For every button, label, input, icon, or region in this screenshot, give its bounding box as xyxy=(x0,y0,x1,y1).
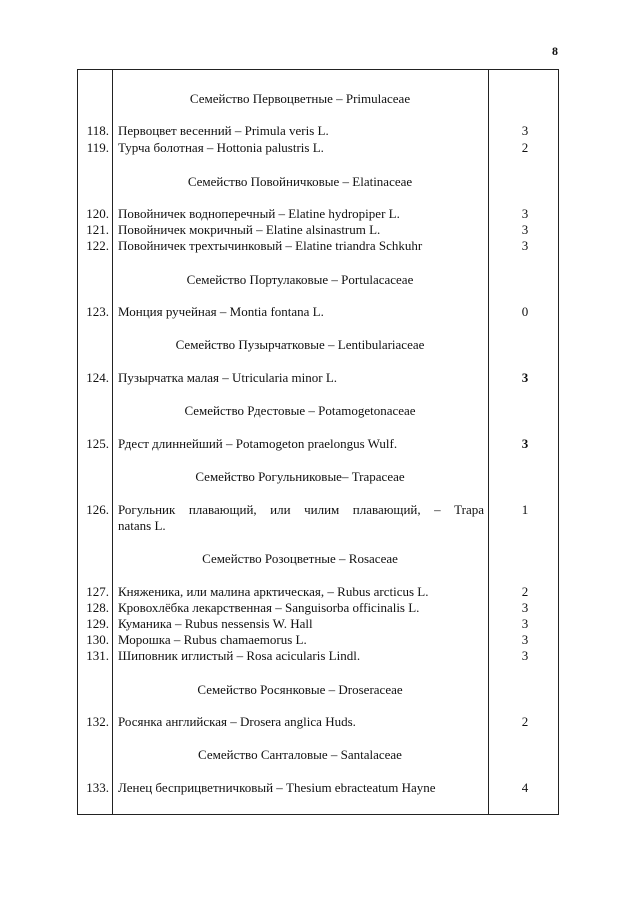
species-name: Морошка – Rubus chamaemorus L. xyxy=(118,632,307,647)
species-number: 127. xyxy=(86,584,109,599)
status-value: 4 xyxy=(521,780,529,795)
family-heading: Семейство Портулаковые – Portulacaceae xyxy=(186,272,414,287)
species-name: Монция ручейная – Montia fontana L. xyxy=(118,304,324,319)
family-heading: Семейство Первоцветные – Primulaceae xyxy=(189,91,411,106)
species-name: Ленец бесприцветничковый – Thesium ebracteatum Hayne xyxy=(118,780,436,795)
species-number: 118. xyxy=(86,123,109,138)
species-number: 128. xyxy=(86,600,109,615)
table-row xyxy=(78,370,558,386)
status-value: 3 xyxy=(521,123,529,138)
status-value: 2 xyxy=(521,714,529,729)
species-number: 121. xyxy=(86,222,109,237)
status-value: 3 xyxy=(521,206,529,221)
table-row xyxy=(78,206,558,222)
table-row xyxy=(78,616,558,632)
species-name: Повойничек водноперечный – Elatine hydropiper L. xyxy=(118,206,400,221)
species-number: 129. xyxy=(86,616,109,631)
family-heading: Семейство Розоцветные – Rosaceae xyxy=(202,551,398,566)
table-row xyxy=(78,502,558,518)
species-number: 126. xyxy=(86,502,109,517)
status-value: 3 xyxy=(521,600,529,615)
species-number: 120. xyxy=(86,206,109,221)
species-number: 124. xyxy=(86,370,109,385)
species-name: Рдест длиннейший – Potamogeton praelongus Wulf. xyxy=(118,436,398,451)
species-number: 122. xyxy=(86,238,109,253)
table-row xyxy=(78,123,558,139)
family-heading: Семейство Пузырчатковые – Lentibulariaceae xyxy=(175,337,425,352)
table-row xyxy=(78,600,558,616)
family-heading: Семейство Повойничковые – Elatinaceae xyxy=(187,174,413,189)
status-value: 3 xyxy=(521,436,529,451)
table-row xyxy=(78,140,558,156)
status-value: 0 xyxy=(521,304,529,319)
status-value: 2 xyxy=(521,140,529,155)
species-name: Повойничек мокричный – Elatine alsinastrum L. xyxy=(118,222,381,237)
species-name: Пузырчатка малая – Utricularia minor L. xyxy=(118,370,338,385)
table-row xyxy=(78,238,558,254)
status-value: 3 xyxy=(521,222,529,237)
table-row xyxy=(78,436,558,452)
status-value: 3 xyxy=(521,616,529,631)
species-name: Росянка английская – Drosera anglica Huds. xyxy=(118,714,356,729)
status-value: 3 xyxy=(521,238,529,253)
status-value: 2 xyxy=(521,584,529,599)
status-value: 3 xyxy=(521,632,529,647)
species-number: 119. xyxy=(86,140,109,155)
species-number: 123. xyxy=(86,304,109,319)
species-number: 125. xyxy=(86,436,109,451)
species-name: Шиповник иглистый – Rosa acicularis Lindl. xyxy=(118,648,361,663)
species-name: Княженика, или малина арктическая, – Rubus arcticus L. xyxy=(118,584,429,599)
table-row xyxy=(78,222,558,238)
species-number: 133. xyxy=(86,780,109,795)
species-name: Куманика – Rubus nessensis W. Hall xyxy=(118,616,313,631)
species-name-continuation: natans L. xyxy=(118,518,166,533)
table-row xyxy=(78,714,558,730)
family-heading: Семейство Санталовые – Santalaceae xyxy=(198,747,402,762)
species-number: 132. xyxy=(86,714,109,729)
table-row xyxy=(78,584,558,600)
table-row xyxy=(78,632,558,648)
family-heading: Семейство Росянковые – Droseraceae xyxy=(197,682,403,697)
species-name: Первоцвет весенний – Primula veris L. xyxy=(118,123,329,138)
family-heading: Семейство Рдестовые – Potamogetonaceae xyxy=(184,403,416,418)
family-heading: Семейство Рогульниковые– Trapaceae xyxy=(195,469,405,484)
species-number: 131. xyxy=(86,648,109,663)
species-name: Повойничек трехтычинковый – Elatine triandra Schkuhr xyxy=(118,238,423,253)
table-row-continuation xyxy=(78,518,558,534)
species-number: 130. xyxy=(86,632,109,647)
status-value: 3 xyxy=(521,648,529,663)
status-value: 3 xyxy=(521,370,529,385)
status-value: 1 xyxy=(521,502,529,517)
table-row xyxy=(78,304,558,320)
species-name: Рогульник плавающий, или чилим плавающий, – Trapa xyxy=(118,502,484,517)
table-row xyxy=(78,648,558,664)
species-name: Кровохлёбка лекарственная – Sanguisorba officinalis L. xyxy=(118,600,420,615)
page-number: 8 xyxy=(552,44,558,58)
table-row xyxy=(78,780,558,796)
species-table xyxy=(77,69,559,815)
species-name: Турча болотная – Hottonia palustris L. xyxy=(118,140,324,155)
